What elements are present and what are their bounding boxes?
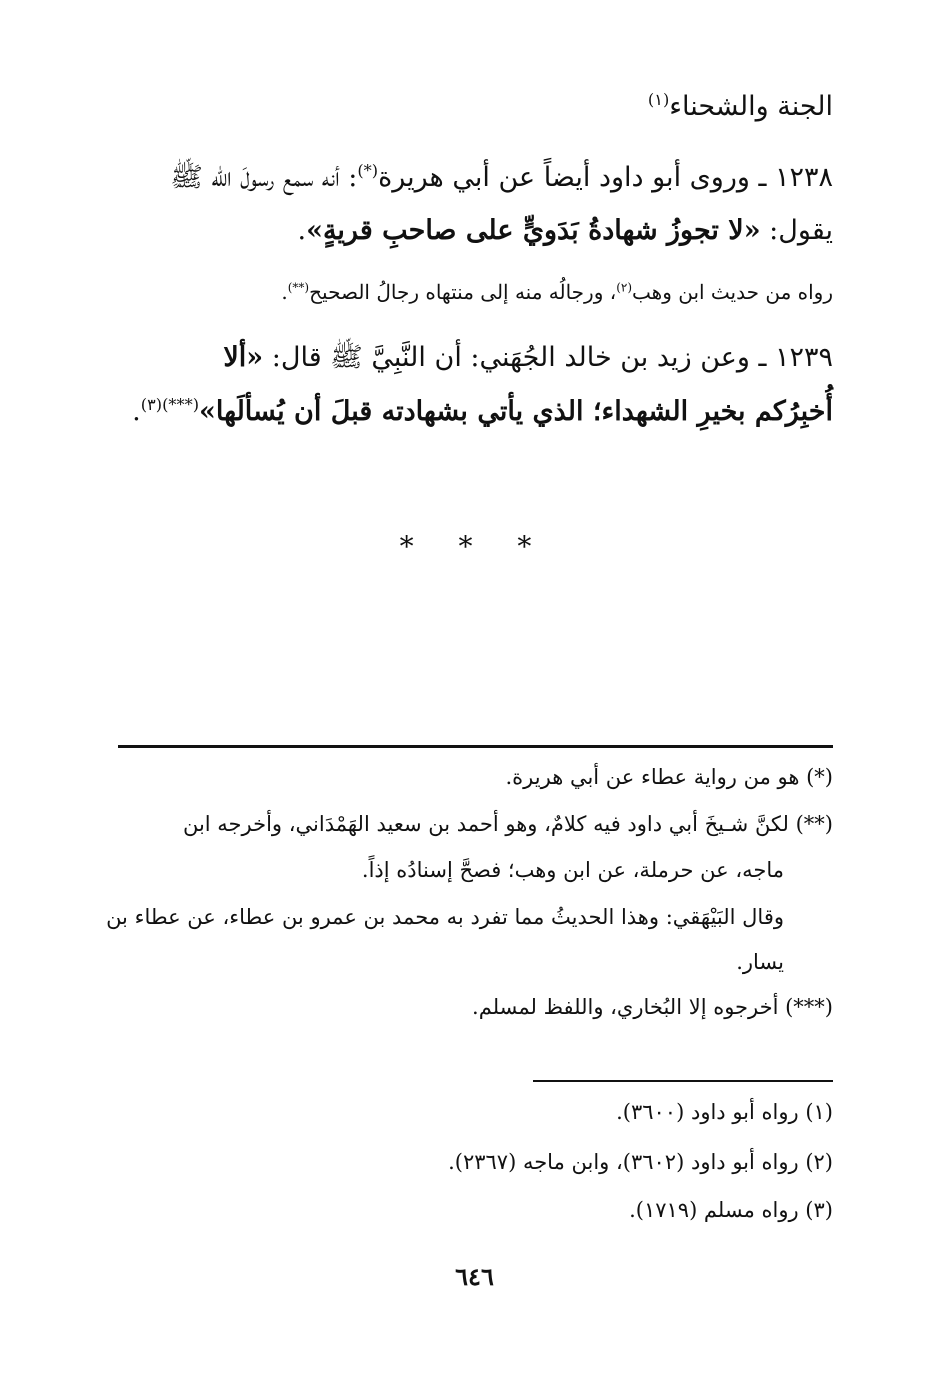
hadith-quote: «لا تجوزُ شهادةُ بَدَويٍّ على صاحبِ قريةٍ»	[306, 215, 761, 246]
text-span: ، ورجالُه منه إلى منتهاه رجالُ الصحيح	[309, 280, 617, 304]
footnote-3: (٣) رواه مسلم (١٧١٩).	[629, 1198, 833, 1222]
hadith-1239-line-2	[132, 395, 833, 427]
hadith-quote: أُخبِرُكم بخيرِ الشهداء؛ الذي يأتي بشهادته قبلَ أن يُسألَها»	[199, 396, 833, 427]
text-line-0	[648, 90, 833, 122]
text-span: .	[281, 280, 288, 304]
text-span: .	[132, 396, 141, 427]
hadith-1238-narration	[281, 280, 833, 304]
text-span: رواه من حديث ابن وهب	[632, 280, 833, 304]
hadith-1238-line-1	[170, 160, 833, 200]
text-span: : أنه سمع رسولَ الله ﷺ	[170, 162, 358, 193]
footnotes-divider	[533, 1080, 833, 1082]
hadith-1239-line-1	[223, 340, 833, 380]
footnote-marker: (١)	[647, 90, 670, 109]
note-2-line-1: (**) لكنَّ شـيخَ أبي داود فيه كلامٌ، وهو أحمد بن سعيد الهَمْدَاني، وأخرجه ابن	[182, 812, 833, 836]
note-3-line-1: وقال البَيْهَقي: وهذا الحديثُ مما تفرد به محمد بن عمرو بن عطاء، عن عطاء بن	[106, 905, 784, 929]
text-span: يقول:	[760, 215, 833, 246]
text-span: الجنة والشحناء	[669, 91, 833, 122]
text-span: .	[297, 215, 307, 246]
note-2-line-2: ماجه، عن حرملة، عن ابن وهب؛ فصحَّ إسنادُه إذاً.	[361, 858, 784, 882]
text-span: ١٢٣٩ ـ وعن زيد بن خالد الجُهَني: أن النَّبِيَّ ﷺ قال:	[263, 342, 833, 373]
note-1: (*) هو من رواية عطاء عن أبي هريرة.	[505, 765, 833, 789]
note-marker: (**)	[287, 280, 310, 295]
section-separator: * * *	[399, 530, 550, 563]
text-span: ١٢٣٨ ـ وروى أبو داود أيضاً عن أبي هريرة	[378, 162, 833, 193]
footnote-1: (١) رواه أبو داود (٣٦٠٠).	[616, 1100, 833, 1124]
note-3-line-2: يسار.	[736, 950, 784, 974]
note-marker: (*)	[357, 161, 379, 180]
notes-divider	[118, 745, 833, 748]
note-4: (***) أخرجوه إلا البُخاري، واللفظ لمسلم.	[472, 995, 833, 1019]
page-number: ٦٤٦	[455, 1262, 494, 1291]
hadith-quote: «ألا	[223, 342, 264, 373]
footnote-2: (٢) رواه أبو داود (٣٦٠٢)، وابن ماجه (٢٣٦٧).	[448, 1150, 833, 1174]
hadith-1238-line-2	[297, 215, 833, 246]
footnote-marker: (٢)	[616, 280, 633, 295]
note-marker: (***)(٣)	[140, 395, 200, 414]
